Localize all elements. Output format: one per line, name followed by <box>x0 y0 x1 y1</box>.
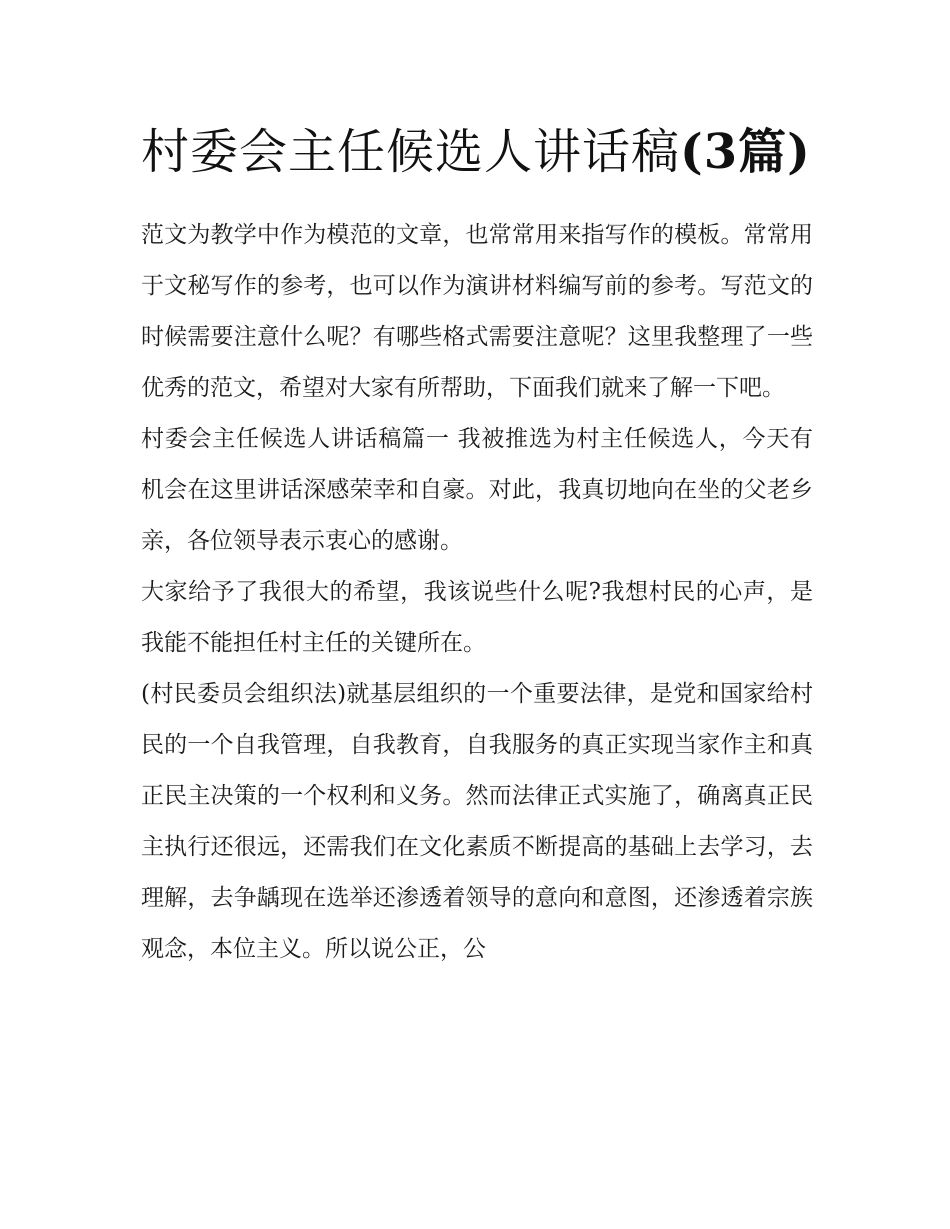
paragraph-organization-law: (村民委员会组织法)就基层组织的一个重要法律，是党和国家给村民的一个自我管理，自我教育，自我服务的真正实现当家作主和真正民主决策的一个权利和义务。然而法律正式实施了，确离真正民主执行还很远，还需我们在文化素质不断提高的基础上去学习，去理解，去争龋现在选举还渗透着领导的意向和意图，还渗透着宗族观念，本位主义。所以说公正，公 <box>141 681 813 962</box>
document-body <box>141 210 813 975</box>
paragraph-speech-opening: 村委会主任候选人讲话稿篇一 我被推选为村主任候选人，今天有机会在这里讲话深感荣幸和自豪。对此，我真切地向在坐的父老乡亲，各位领导表示衷心的感谢。 <box>141 426 813 554</box>
title-suffix: (3篇) <box>680 124 811 180</box>
paragraph-intro: 范文为教学中作为模范的文章，也常常用来指写作的模板。常常用于文秘写作的参考，也可以作为演讲材料编写前的参考。写范文的时候需要注意什么呢？有哪些格式需要注意呢？这里我整理了一些优秀的范文，希望对大家有所帮助，下面我们就来了解一下吧。 <box>141 222 813 401</box>
paragraph-villager-voice: 大家给予了我很大的希望，我该说些什么呢?我想村民的心声，是我能不能担任村主任的关键所在。 <box>141 579 813 656</box>
title-main: 村委会主任候选人讲话稿 <box>141 124 681 180</box>
document-page <box>141 112 813 975</box>
document-title <box>141 112 813 192</box>
